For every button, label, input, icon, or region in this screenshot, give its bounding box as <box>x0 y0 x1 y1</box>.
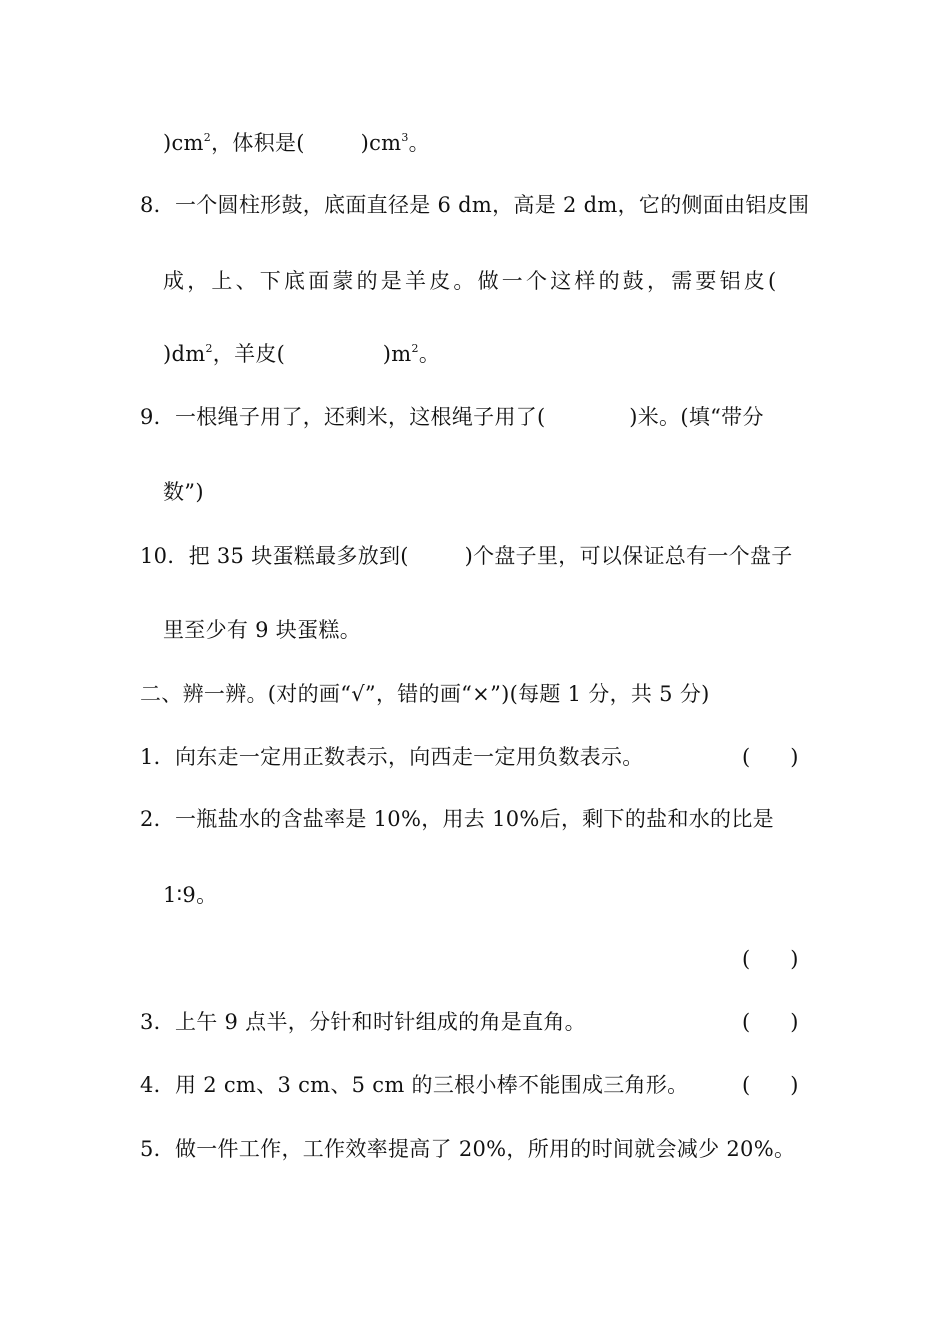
judge-q5: 5．做一件工作，工作效率提高了 20%，所用的时间就会减少 20%。 <box>140 1137 796 1161</box>
answer-paren-2: ( ) <box>742 947 799 971</box>
q7-continuation-line <box>163 130 430 156</box>
q10-line-2: 里至少有 9 块蛋糕。 <box>163 618 362 642</box>
answer-paren-3: ( ) <box>742 1010 799 1034</box>
text-segment: )dm <box>163 342 206 366</box>
text-segment: 。 <box>408 131 430 155</box>
answer-paren-4: ( ) <box>742 1073 799 1097</box>
section-2-title: 二、辨一辨。(对的画“√”，错的画“×”)(每题 1 分，共 5 分) <box>140 682 710 706</box>
answer-paren-1: ( ) <box>742 745 799 769</box>
q9-line-1: 9．一根绳子用了，还剩米，这根绳子用了( )米。(填“带分 <box>140 405 764 429</box>
superscript: 2 <box>203 131 212 144</box>
q8-line-3 <box>163 341 440 367</box>
q10-line-1: 10．把 35 块蛋糕最多放到( )个盘子里，可以保证总有一个盘子 <box>140 544 793 568</box>
q9-line-2: 数”) <box>163 480 204 504</box>
superscript: 2 <box>411 342 419 355</box>
text-segment: ，体积是( )cm <box>211 131 402 155</box>
text-segment: )cm <box>163 131 204 155</box>
superscript: 2 <box>205 342 213 355</box>
judge-q3: 3．上午 9 点半，分针和时针组成的角是直角。 <box>140 1010 586 1034</box>
text-segment: ，羊皮( )m <box>212 342 412 366</box>
judge-q4: 4．用 2 cm、3 cm、5 cm 的三根小棒不能围成三角形。 <box>140 1073 689 1097</box>
superscript: 3 <box>401 131 409 144</box>
judge-q2-line-2: 1∶9。 <box>163 883 218 907</box>
q8-line-1: 8．一个圆柱形鼓，底面直径是 6 dm，高是 2 dm，它的侧面由铝皮围 <box>140 193 810 217</box>
judge-q1: 1．向东走一定用正数表示，向西走一定用负数表示。 <box>140 745 644 769</box>
text-segment: 。 <box>418 342 441 366</box>
judge-q2-line-1: 2．一瓶盐水的含盐率是 10%，用去 10%后，剩下的盐和水的比是 <box>140 807 774 831</box>
q8-line-2: 成，上、下底面蒙的是羊皮。做一个这样的鼓，需要铝皮( <box>163 269 780 293</box>
